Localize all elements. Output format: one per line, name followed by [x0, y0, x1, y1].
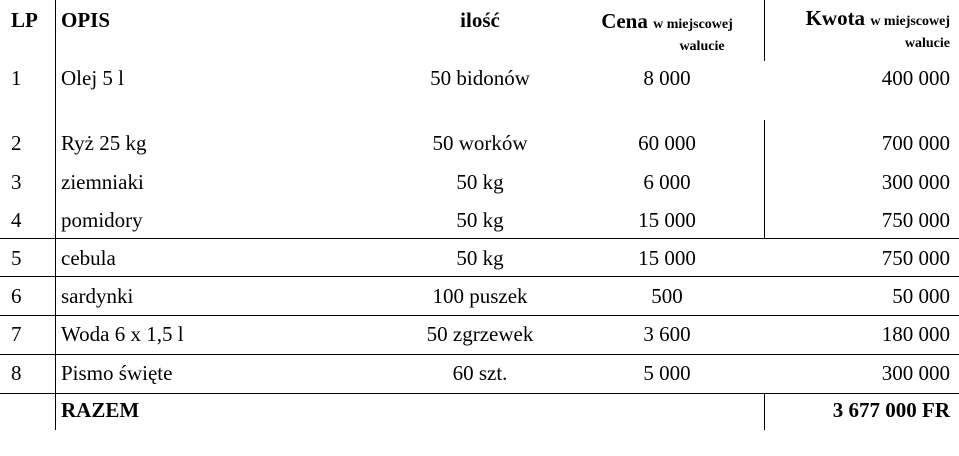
row-divider-6-7 — [0, 315, 959, 316]
row-price: 8 000 — [643, 66, 691, 90]
row-desc: Olej 5 l — [61, 66, 124, 90]
row-amount: 750 000 — [881, 246, 950, 270]
total-row — [0, 398, 959, 428]
header-price-sub-1: w miejscowej — [653, 17, 733, 32]
table-row — [0, 361, 959, 391]
row-lp: 2 — [11, 131, 22, 155]
table-row — [0, 322, 959, 352]
row-price: 3 600 — [643, 322, 691, 346]
header-amount-main: Kwota — [805, 6, 866, 30]
row-qty: 50 bidonów — [430, 66, 530, 90]
row-qty: 50 kg — [456, 246, 504, 270]
row-qty: 60 szt. — [452, 361, 508, 385]
row-desc: Ryż 25 kg — [61, 131, 147, 155]
row-amount: 400 000 — [881, 66, 950, 90]
header-qty: ilość — [460, 8, 500, 32]
row-desc: cebula — [61, 246, 116, 270]
row-desc: Woda 6 x 1,5 l — [61, 322, 184, 346]
row-desc: Pismo święte — [61, 361, 173, 385]
row-price: 5 000 — [643, 361, 691, 385]
row-divider-7-8 — [0, 354, 959, 355]
table-row — [0, 131, 959, 161]
row-lp: 8 — [11, 361, 22, 385]
table-row — [0, 208, 959, 238]
header-amount — [750, 6, 950, 53]
row-qty: 50 kg — [456, 208, 504, 232]
row-price: 15 000 — [638, 208, 696, 232]
header-price-main: Cena — [601, 9, 648, 33]
header-amount-sub-1: w miejscowej — [870, 14, 950, 29]
row-price: 6 000 — [643, 170, 691, 194]
row-lp: 7 — [11, 322, 22, 346]
row-qty: 50 zgrzewek — [426, 322, 534, 346]
header-lp: LP — [11, 8, 38, 32]
row-desc: pomidory — [61, 208, 143, 232]
table-row — [0, 170, 959, 200]
header-row — [0, 6, 959, 61]
header-desc: OPIS — [61, 8, 111, 32]
row-amount: 300 000 — [881, 170, 950, 194]
row-divider-5-6 — [0, 276, 959, 277]
row-divider-8-total — [0, 393, 959, 394]
row-amount: 180 000 — [881, 322, 950, 346]
row-qty: 50 worków — [432, 131, 528, 155]
row-desc: sardynki — [61, 284, 134, 308]
row-price: 500 — [651, 284, 683, 308]
row-divider-4-5 — [0, 238, 959, 239]
total-amount: 3 677 000 FR — [832, 398, 950, 422]
row-lp: 4 — [11, 208, 22, 232]
row-amount: 50 000 — [892, 284, 950, 308]
row-lp: 6 — [11, 284, 22, 308]
header-price — [567, 9, 767, 56]
header-price-sub-2: walucie — [679, 39, 725, 54]
row-amount: 300 000 — [881, 361, 950, 385]
row-lp: 3 — [11, 170, 22, 194]
row-price: 60 000 — [638, 131, 696, 155]
table-row — [0, 66, 959, 96]
table-row — [0, 284, 959, 314]
row-amount: 700 000 — [881, 131, 950, 155]
row-lp: 1 — [11, 66, 22, 90]
row-qty: 100 puszek — [432, 284, 528, 308]
total-label: RAZEM — [61, 398, 140, 422]
row-qty: 50 kg — [456, 170, 504, 194]
row-lp: 5 — [11, 246, 22, 270]
row-amount: 750 000 — [881, 208, 950, 232]
header-amount-sub-2: walucie — [904, 36, 950, 51]
row-price: 15 000 — [638, 246, 696, 270]
row-desc: ziemniaki — [61, 170, 144, 194]
table-row — [0, 246, 959, 276]
